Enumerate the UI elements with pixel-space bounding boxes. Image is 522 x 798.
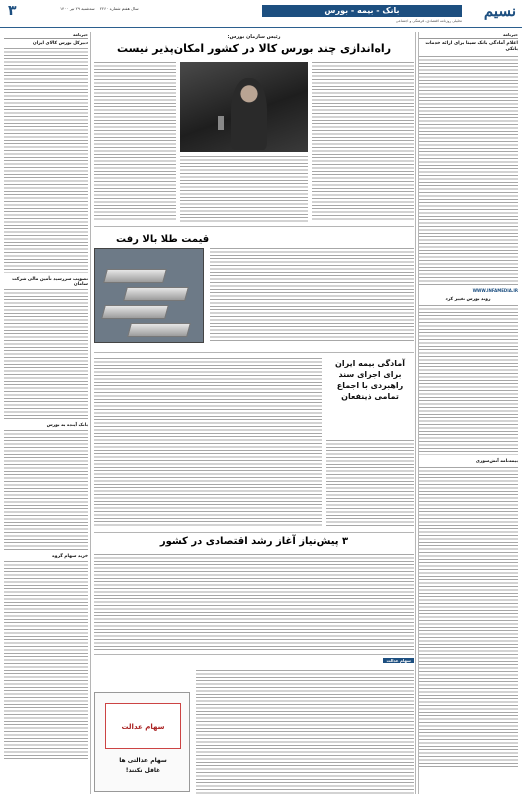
gold-bar bbox=[101, 305, 169, 319]
left-story-3-body bbox=[4, 430, 88, 550]
issue-number: سال هفتم شماره ۲۲۶۰ bbox=[99, 6, 139, 11]
left-column bbox=[4, 32, 88, 794]
gold-bar bbox=[123, 287, 189, 301]
masthead bbox=[0, 0, 522, 28]
right-column-body-2 bbox=[418, 305, 518, 455]
gold-story-body bbox=[210, 248, 414, 343]
right-column-bottom-headline: بیمه‌نامه آتش‌سوزی bbox=[475, 459, 518, 464]
left-story-2-body bbox=[4, 289, 88, 419]
date-text: سه‌شنبه ۲۹ تیر ۱۴۰۰ bbox=[60, 6, 95, 11]
left-story-2-title: تصویب سررسید تأمین مالی شرکت سامان bbox=[12, 277, 88, 287]
justice-shares-box bbox=[94, 692, 190, 792]
insurance-headline-line-3: راهبردی با اجماع bbox=[336, 381, 404, 390]
section-divider bbox=[94, 226, 414, 227]
column-divider bbox=[415, 32, 416, 794]
speaker-figure bbox=[231, 78, 267, 150]
section-divider bbox=[94, 532, 414, 533]
insurance-headline-line-2: برای اجرای سند bbox=[338, 370, 402, 379]
gold-story-headline: قیمت طلا بالا رفت bbox=[116, 234, 210, 245]
left-story-3-title: بانک آینده به بورس bbox=[46, 423, 88, 428]
right-column-headline: اعلام آمادگی بانک سینا برای ارائه خدمات بانکی bbox=[425, 41, 518, 52]
insurance-story-body bbox=[94, 358, 322, 528]
justice-shares-caption-1: سهام عدالتی ها bbox=[119, 757, 167, 764]
page-number: ۳ bbox=[8, 3, 17, 19]
justice-shares-logo bbox=[105, 703, 181, 749]
lead-story-headline: راه‌اندازی چند بورس کالا در کشور امکان‌پذیر نیست bbox=[116, 42, 392, 55]
newspaper-logo: نسیم bbox=[483, 2, 516, 20]
lead-story-photo bbox=[180, 62, 308, 152]
insurance-story-headline-block bbox=[326, 358, 414, 438]
section-divider bbox=[94, 352, 414, 353]
gold-bar bbox=[103, 269, 167, 283]
gold-bar bbox=[127, 323, 191, 337]
justice-shares-caption-2: غافل نکنند! bbox=[125, 767, 161, 774]
lead-story-body-under-photo bbox=[180, 156, 308, 222]
right-column bbox=[418, 32, 518, 794]
left-column-label: خبرنامه bbox=[4, 32, 88, 39]
right-column-label: خبرنامه bbox=[418, 32, 518, 39]
left-story-4-title: خرید سهام گروه bbox=[52, 554, 88, 559]
section-divider bbox=[94, 654, 414, 655]
section-title: بانک - بیمه - بورس bbox=[262, 5, 462, 17]
issue-date bbox=[60, 6, 139, 11]
right-column-body bbox=[418, 56, 518, 286]
growth-story bbox=[94, 536, 414, 550]
justice-shares-logo-text: سهام عدالت bbox=[121, 723, 165, 731]
lead-story-kicker: رئیس سازمان بورس: bbox=[227, 34, 281, 40]
left-story-1-body bbox=[4, 48, 88, 273]
left-story-1-title: دبیرکل بورس کالای ایران bbox=[32, 41, 88, 46]
insurance-headline-line-1: آمادگی بیمه ایران bbox=[335, 359, 405, 368]
masthead-subtitle: تحلیلی روزنامه اقتصادی، فرهنگی و اجتماعی bbox=[395, 19, 462, 23]
right-column-body-3 bbox=[418, 467, 518, 767]
column-divider bbox=[90, 32, 91, 794]
insurance-story-body-right bbox=[326, 440, 414, 528]
website-url[interactable]: WWW.INFAMEDIA.IR bbox=[472, 288, 518, 293]
growth-story-body bbox=[94, 554, 414, 650]
column-divider bbox=[418, 32, 419, 794]
microphone-icon bbox=[218, 116, 224, 130]
bottom-story-body bbox=[196, 670, 414, 794]
insurance-headline-line-4: تمامی ذینفعان bbox=[341, 392, 399, 401]
growth-story-headline: ۳ پیش‌نیاز آغاز رشد اقتصادی در کشور bbox=[159, 536, 349, 547]
left-story-4-body bbox=[4, 561, 88, 761]
gold-bars-image bbox=[94, 248, 204, 343]
lead-story-body-right bbox=[312, 62, 414, 222]
lead-story-body-left bbox=[94, 62, 176, 222]
right-column-subhead: روند بورس تغییر کرد bbox=[445, 297, 491, 302]
bottom-section-label: سهام عدالت bbox=[383, 658, 414, 663]
